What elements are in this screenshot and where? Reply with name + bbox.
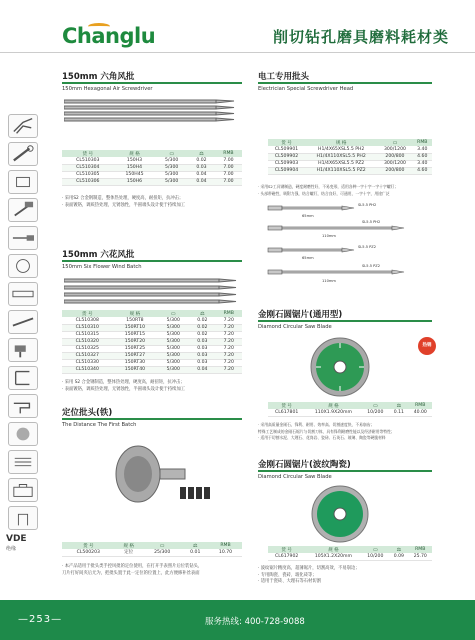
table-row — [62, 171, 242, 178]
table-cell: 0.02 — [189, 331, 215, 338]
table-row — [62, 178, 242, 185]
torx-bit-notes — [62, 380, 244, 393]
table-cell: 5/300 — [157, 366, 189, 373]
sidebar-vde-sublabel: 绝缘 — [6, 546, 17, 552]
table-cell: 0.09 — [389, 553, 408, 560]
table-cell: CL510308 — [62, 317, 112, 324]
torx-bit-underline — [62, 260, 242, 262]
table-row — [268, 146, 432, 153]
table-cell: CL510304 — [62, 164, 114, 171]
torx-bit-title: 150mm 六花风批 — [62, 250, 135, 260]
col-header-price: RMB — [209, 542, 242, 549]
table-cell: H1/4X65XSL5.5 PZ2 — [305, 160, 377, 167]
table-cell: 7.20 — [216, 331, 242, 338]
weight-icon: ⚖ — [182, 542, 209, 549]
table-cell: 150H6 — [114, 178, 156, 185]
col-header-spec: 规 格 — [115, 542, 143, 549]
table-cell: 7.20 — [216, 345, 242, 352]
col-header-price: RMB — [216, 310, 242, 317]
hex-bit-subtitle: 150mm Hexagonal Air Screwdriver — [62, 86, 153, 92]
table-cell: 7.20 — [216, 338, 242, 345]
table-cell: CL510327 — [62, 352, 112, 359]
table-cell: 0.04 — [188, 178, 215, 185]
weight-icon: ⚖ — [188, 150, 215, 157]
table-cell: 5/300 — [157, 331, 189, 338]
table-cell: 150RT25 — [112, 345, 157, 352]
table-cell: CL509903 — [268, 160, 305, 167]
diamond-universal-title: 金刚石圆锯片(通用型) — [258, 310, 343, 320]
table-cell: 0.03 — [189, 345, 215, 352]
hex-bit-product-image — [64, 97, 244, 127]
col-header-spec: 规 格 — [305, 139, 377, 146]
table-cell: 200/800 — [377, 153, 412, 160]
table-cell: 150RT15 — [112, 331, 157, 338]
col-header-price: RMB — [409, 546, 432, 553]
diamond-wave-subtitle: Diamond Circular Saw Blade — [258, 474, 332, 480]
table-cell: 7.20 — [216, 317, 242, 324]
col-header-sku: 货 号 — [268, 402, 305, 409]
diamond-wave-underline — [258, 470, 432, 472]
hex-bit-title: 150mm 六角风批 — [62, 72, 135, 82]
table-cell: H1/4X65XSL5.5 PH2 — [305, 146, 377, 153]
diamond-universal-underline — [258, 320, 432, 322]
package-icon: ▭ — [155, 150, 188, 157]
diamond-universal-blade-image — [305, 336, 375, 398]
table-row — [62, 331, 242, 338]
table-row — [62, 549, 242, 556]
table-cell: 150H4 — [114, 164, 156, 171]
table-cell: CL617902 — [268, 553, 305, 560]
electric-bit-subtitle: Electrician Special Screwdriver Head — [258, 86, 354, 92]
diamond-wave-notes — [258, 566, 434, 586]
table-cell: 150H3 — [114, 157, 156, 164]
table-cell: CL510330 — [62, 359, 112, 366]
col-header-sku: 货 号 — [268, 546, 305, 553]
table-cell: CL509902 — [268, 153, 305, 160]
table-cell: CL617801 — [268, 409, 305, 416]
table-row — [62, 338, 242, 345]
sidebar-item-screwdriver-icon[interactable] — [8, 226, 38, 250]
note-line: · 采用S2 合金钢制造，整体热处理，硬度高，耐扭矩，抗冲击； — [62, 196, 184, 201]
table-row — [268, 160, 432, 167]
table-cell: 3.40 — [413, 146, 432, 153]
diamond-universal-table — [268, 402, 432, 417]
sidebar-item-socket-icon[interactable] — [8, 170, 38, 194]
table-row — [62, 157, 242, 164]
package-icon: ▭ — [362, 402, 390, 409]
torx-bit-product-image — [64, 276, 244, 306]
brand-logo: Changlu — [62, 24, 156, 48]
table-row — [62, 366, 242, 373]
table-cell: 7.00 — [215, 157, 242, 164]
weight-icon: ⚖ — [389, 402, 408, 409]
package-icon: ▭ — [157, 310, 189, 317]
table-cell: 0.02 — [189, 324, 215, 331]
note-line: · 波纹锯片精度高，超薄锯片，切割高效，不易崩边； — [258, 566, 360, 571]
table-cell: 0.02 — [189, 317, 215, 324]
hex-bit-underline — [62, 82, 242, 84]
table-cell: CL509904 — [268, 167, 305, 174]
table-cell: 5/300 — [157, 359, 189, 366]
table-cell: 150RT30 — [112, 359, 157, 366]
diamond-wave-blade-image — [307, 484, 373, 544]
note-line: · 采用S2工具钢制造，硬度耐磨性好，不易变形，适用各种一字十字一字十字螺钉； — [258, 184, 399, 189]
diagram-label: SL5.5 PZ2 — [358, 245, 377, 249]
locator-subtitle: The Distance The First Batch — [62, 422, 137, 428]
sidebar-item-toolbox-icon[interactable] — [8, 478, 38, 502]
diamond-universal-subtitle: Diamond Circular Saw Blade — [258, 324, 332, 330]
table-cell: H1/4X110XSL5.5 PH2 — [305, 153, 377, 160]
sidebar-item-saw-icon[interactable] — [8, 310, 38, 334]
category-sidebar — [0, 58, 48, 578]
col-header-spec: 规 格 — [305, 402, 361, 409]
weight-icon: ⚖ — [189, 310, 215, 317]
logo-swoosh — [88, 23, 110, 30]
table-cell: 150RT10 — [112, 324, 157, 331]
table-cell: CL510310 — [62, 324, 112, 331]
table-cell: 7.00 — [215, 164, 242, 171]
hex-bit-table — [62, 150, 242, 186]
table-cell: 4.60 — [413, 153, 432, 160]
table-cell: 200/800 — [377, 167, 412, 174]
electric-bit-table — [268, 139, 432, 175]
col-header-sku: 货 号 — [62, 150, 114, 157]
col-header-price: RMB — [215, 150, 242, 157]
table-cell: 150RT8 — [112, 317, 157, 324]
table-cell: 0.02 — [188, 157, 215, 164]
diagram-label: 110mm — [322, 279, 336, 283]
table-cell: 300/1200 — [377, 160, 412, 167]
table-cell: 0.03 — [189, 352, 215, 359]
table-cell: 5/300 — [157, 345, 189, 352]
table-cell: 3.40 — [413, 160, 432, 167]
table-cell: 7.20 — [216, 352, 242, 359]
table-cell: 150H45 — [114, 171, 156, 178]
table-row — [62, 359, 242, 366]
page-footer — [0, 600, 475, 640]
table-cell: H1/4X110XSL5.5 PZ2 — [305, 167, 377, 174]
diagram-label: SL5.5 PZ2 — [362, 264, 381, 268]
weight-icon: ⚖ — [389, 546, 408, 553]
diagram-label: 65mm — [302, 256, 314, 260]
table-cell: 5/300 — [157, 324, 189, 331]
table-cell: 5/300 — [155, 157, 188, 164]
locator-notes — [62, 564, 244, 577]
table-cell: CL510305 — [62, 171, 114, 178]
table-cell: 5/300 — [157, 338, 189, 345]
page-header — [0, 0, 475, 58]
table-cell: 7.00 — [215, 178, 242, 185]
sidebar-item-clamp-icon[interactable] — [8, 366, 38, 390]
torx-bit-table — [62, 310, 242, 374]
table-cell: 5/300 — [155, 178, 188, 185]
table-cell: CL510325 — [62, 345, 112, 352]
sidebar-item-pliers-icon[interactable] — [8, 114, 38, 138]
table-cell: 10/200 — [362, 553, 390, 560]
col-header-spec: 规 格 — [114, 150, 156, 157]
table-cell: 0.01 — [182, 549, 209, 556]
note-line: · 专用陶瓷、瓷砖、玻化砖等； — [258, 572, 317, 578]
table-cell: 25/300 — [143, 549, 182, 556]
table-cell: 150RT27 — [112, 352, 157, 359]
hot-sale-badge: 热销 — [418, 337, 436, 355]
electric-bit-underline — [258, 82, 432, 84]
table-cell: 300/1200 — [377, 146, 412, 153]
hex-bit-notes — [62, 196, 244, 209]
table-row — [62, 345, 242, 352]
service-hotline: 服务热线: 400-728-9088 — [205, 617, 305, 627]
sidebar-vde-label[interactable]: VDE — [6, 534, 27, 544]
note-line: 刀片打好间夹后尤为，把批头置于此一定位的位置上，此方便修补丝表面 — [62, 570, 200, 576]
table-cell: 105X1.2X20mm — [305, 553, 361, 560]
sidebar-item-hammer-icon[interactable] — [8, 198, 38, 222]
locator-title: 定位批头(铁) — [62, 408, 113, 418]
sidebar-item-level-icon[interactable] — [8, 282, 38, 306]
table-cell: 150RT20 — [112, 338, 157, 345]
package-icon: ▭ — [362, 546, 390, 553]
table-cell: 110X1.9X20mm — [305, 409, 361, 416]
table-cell: CL509901 — [268, 146, 305, 153]
note-line: · 适用于瓷砖、大理石等石材切割 — [258, 579, 321, 585]
table-cell: CL500203 — [62, 549, 115, 556]
note-line: · 表面镀铬，调质热处理，无锈蚀性，半圆端头设计使于持续加工 — [62, 202, 186, 208]
table-cell: 0.04 — [188, 171, 215, 178]
locator-product-image — [110, 432, 220, 517]
diagram-label: SL5.5 PH2 — [358, 203, 377, 207]
note-line: · 表面镀铬，调质热处理，无锈蚀性，半圆端头设计使于持续加工 — [62, 386, 186, 392]
electric-bit-notes — [258, 184, 434, 197]
col-header-price: RMB — [409, 402, 432, 409]
page-heading: 削切钻孔磨具磨料耗材类 — [272, 28, 449, 46]
table-cell: 10/200 — [362, 409, 390, 416]
table-cell: 7.20 — [216, 324, 242, 331]
table-cell: 10.70 — [209, 549, 242, 556]
diamond-universal-notes — [258, 422, 434, 442]
torx-bit-subtitle: 150mm Six Flower Wind Batch — [62, 264, 142, 270]
note-line: · 适用于切割水泥、大理石、花岗岩、瓷砖、石英石、玻璃、陶瓷等硬脆材料 — [258, 435, 386, 441]
electric-bit-diagram — [262, 198, 432, 290]
table-cell: 0.03 — [189, 359, 215, 366]
col-header-price: RMB — [413, 139, 432, 146]
table-cell: 5/300 — [155, 171, 188, 178]
sidebar-item-tape-icon[interactable] — [8, 254, 38, 278]
table-row — [268, 409, 432, 416]
note-line: · 采用 S2 合金钢制造，整体热处理，硬度高，耐扭矩，抗冲击； — [62, 380, 185, 385]
table-cell: CL510303 — [62, 157, 114, 164]
table-cell: CL510306 — [62, 178, 114, 185]
col-header-spec: 规 格 — [112, 310, 157, 317]
table-cell: 5/300 — [157, 352, 189, 359]
sidebar-item-gloves-icon[interactable] — [8, 506, 38, 530]
table-row — [62, 324, 242, 331]
table-row — [62, 317, 242, 324]
table-cell: 7.20 — [216, 359, 242, 366]
table-cell: CL510340 — [62, 366, 112, 373]
note-line: · 头部带磁性，吸附力强，结合螺钉，结合良好，可通用，一字十字，用途广泛 — [258, 190, 390, 196]
note-line: 特殊工艺制成的金刚石锯片与切割刀体，具有锋利耐磨性能以及经济耐用等特性； — [258, 428, 395, 434]
table-cell: 5/300 — [157, 317, 189, 324]
header-divider — [0, 52, 475, 53]
locator-underline — [62, 418, 242, 420]
col-header-sku: 货 号 — [62, 310, 112, 317]
table-cell: 5/300 — [155, 164, 188, 171]
table-cell: 7.20 — [216, 366, 242, 373]
sidebar-item-drill-icon[interactable] — [8, 338, 38, 362]
table-row — [268, 167, 432, 174]
diamond-wave-title: 金刚石圆锯片(波纹陶瓷) — [258, 460, 351, 470]
table-cell: 7.00 — [215, 171, 242, 178]
col-header-sku: 货 号 — [62, 542, 115, 549]
table-cell: CL510315 — [62, 331, 112, 338]
electric-bit-title: 电工专用批头 — [258, 72, 310, 82]
table-row — [62, 164, 242, 171]
table-cell: 0.03 — [188, 164, 215, 171]
table-row — [268, 153, 432, 160]
package-icon: ▭ — [143, 542, 182, 549]
col-header-spec: 规 格 — [305, 546, 361, 553]
table-cell: 0.04 — [189, 366, 215, 373]
table-cell: 0.03 — [189, 338, 215, 345]
table-cell: 0.11 — [389, 409, 408, 416]
sidebar-item-blade-icon[interactable] — [8, 422, 38, 446]
table-cell: CL510320 — [62, 338, 112, 345]
package-icon: ▭ — [377, 139, 412, 146]
locator-table — [62, 542, 242, 557]
col-header-sku: 货 号 — [268, 139, 305, 146]
table-cell: 25.70 — [409, 553, 432, 560]
sidebar-item-wrench-icon[interactable] — [8, 142, 38, 166]
table-cell: 150RT40 — [112, 366, 157, 373]
diagram-label: 110mm — [322, 234, 336, 238]
sidebar-item-bits-icon[interactable] — [8, 450, 38, 474]
note-line: · 本产品适用于批头类手控风批的定位使用，在打开手表照片后位装钻头， — [62, 564, 203, 569]
sidebar-item-glue-gun-icon[interactable] — [8, 394, 38, 418]
diagram-label: 65mm — [302, 214, 314, 218]
diagram-label: SL5.5 PH2 — [362, 220, 381, 224]
table-cell: 4.60 — [413, 167, 432, 174]
table-cell: 定位 — [115, 549, 143, 556]
diamond-wave-table — [268, 546, 432, 561]
table-row — [268, 553, 432, 560]
page-number: —253— — [18, 614, 63, 625]
table-cell: 40.00 — [409, 409, 432, 416]
table-row — [62, 352, 242, 359]
note-line: · 采用高质量金刚石，锋利、耐用、效率高、切割速度快，不易崩齿； — [258, 422, 375, 427]
